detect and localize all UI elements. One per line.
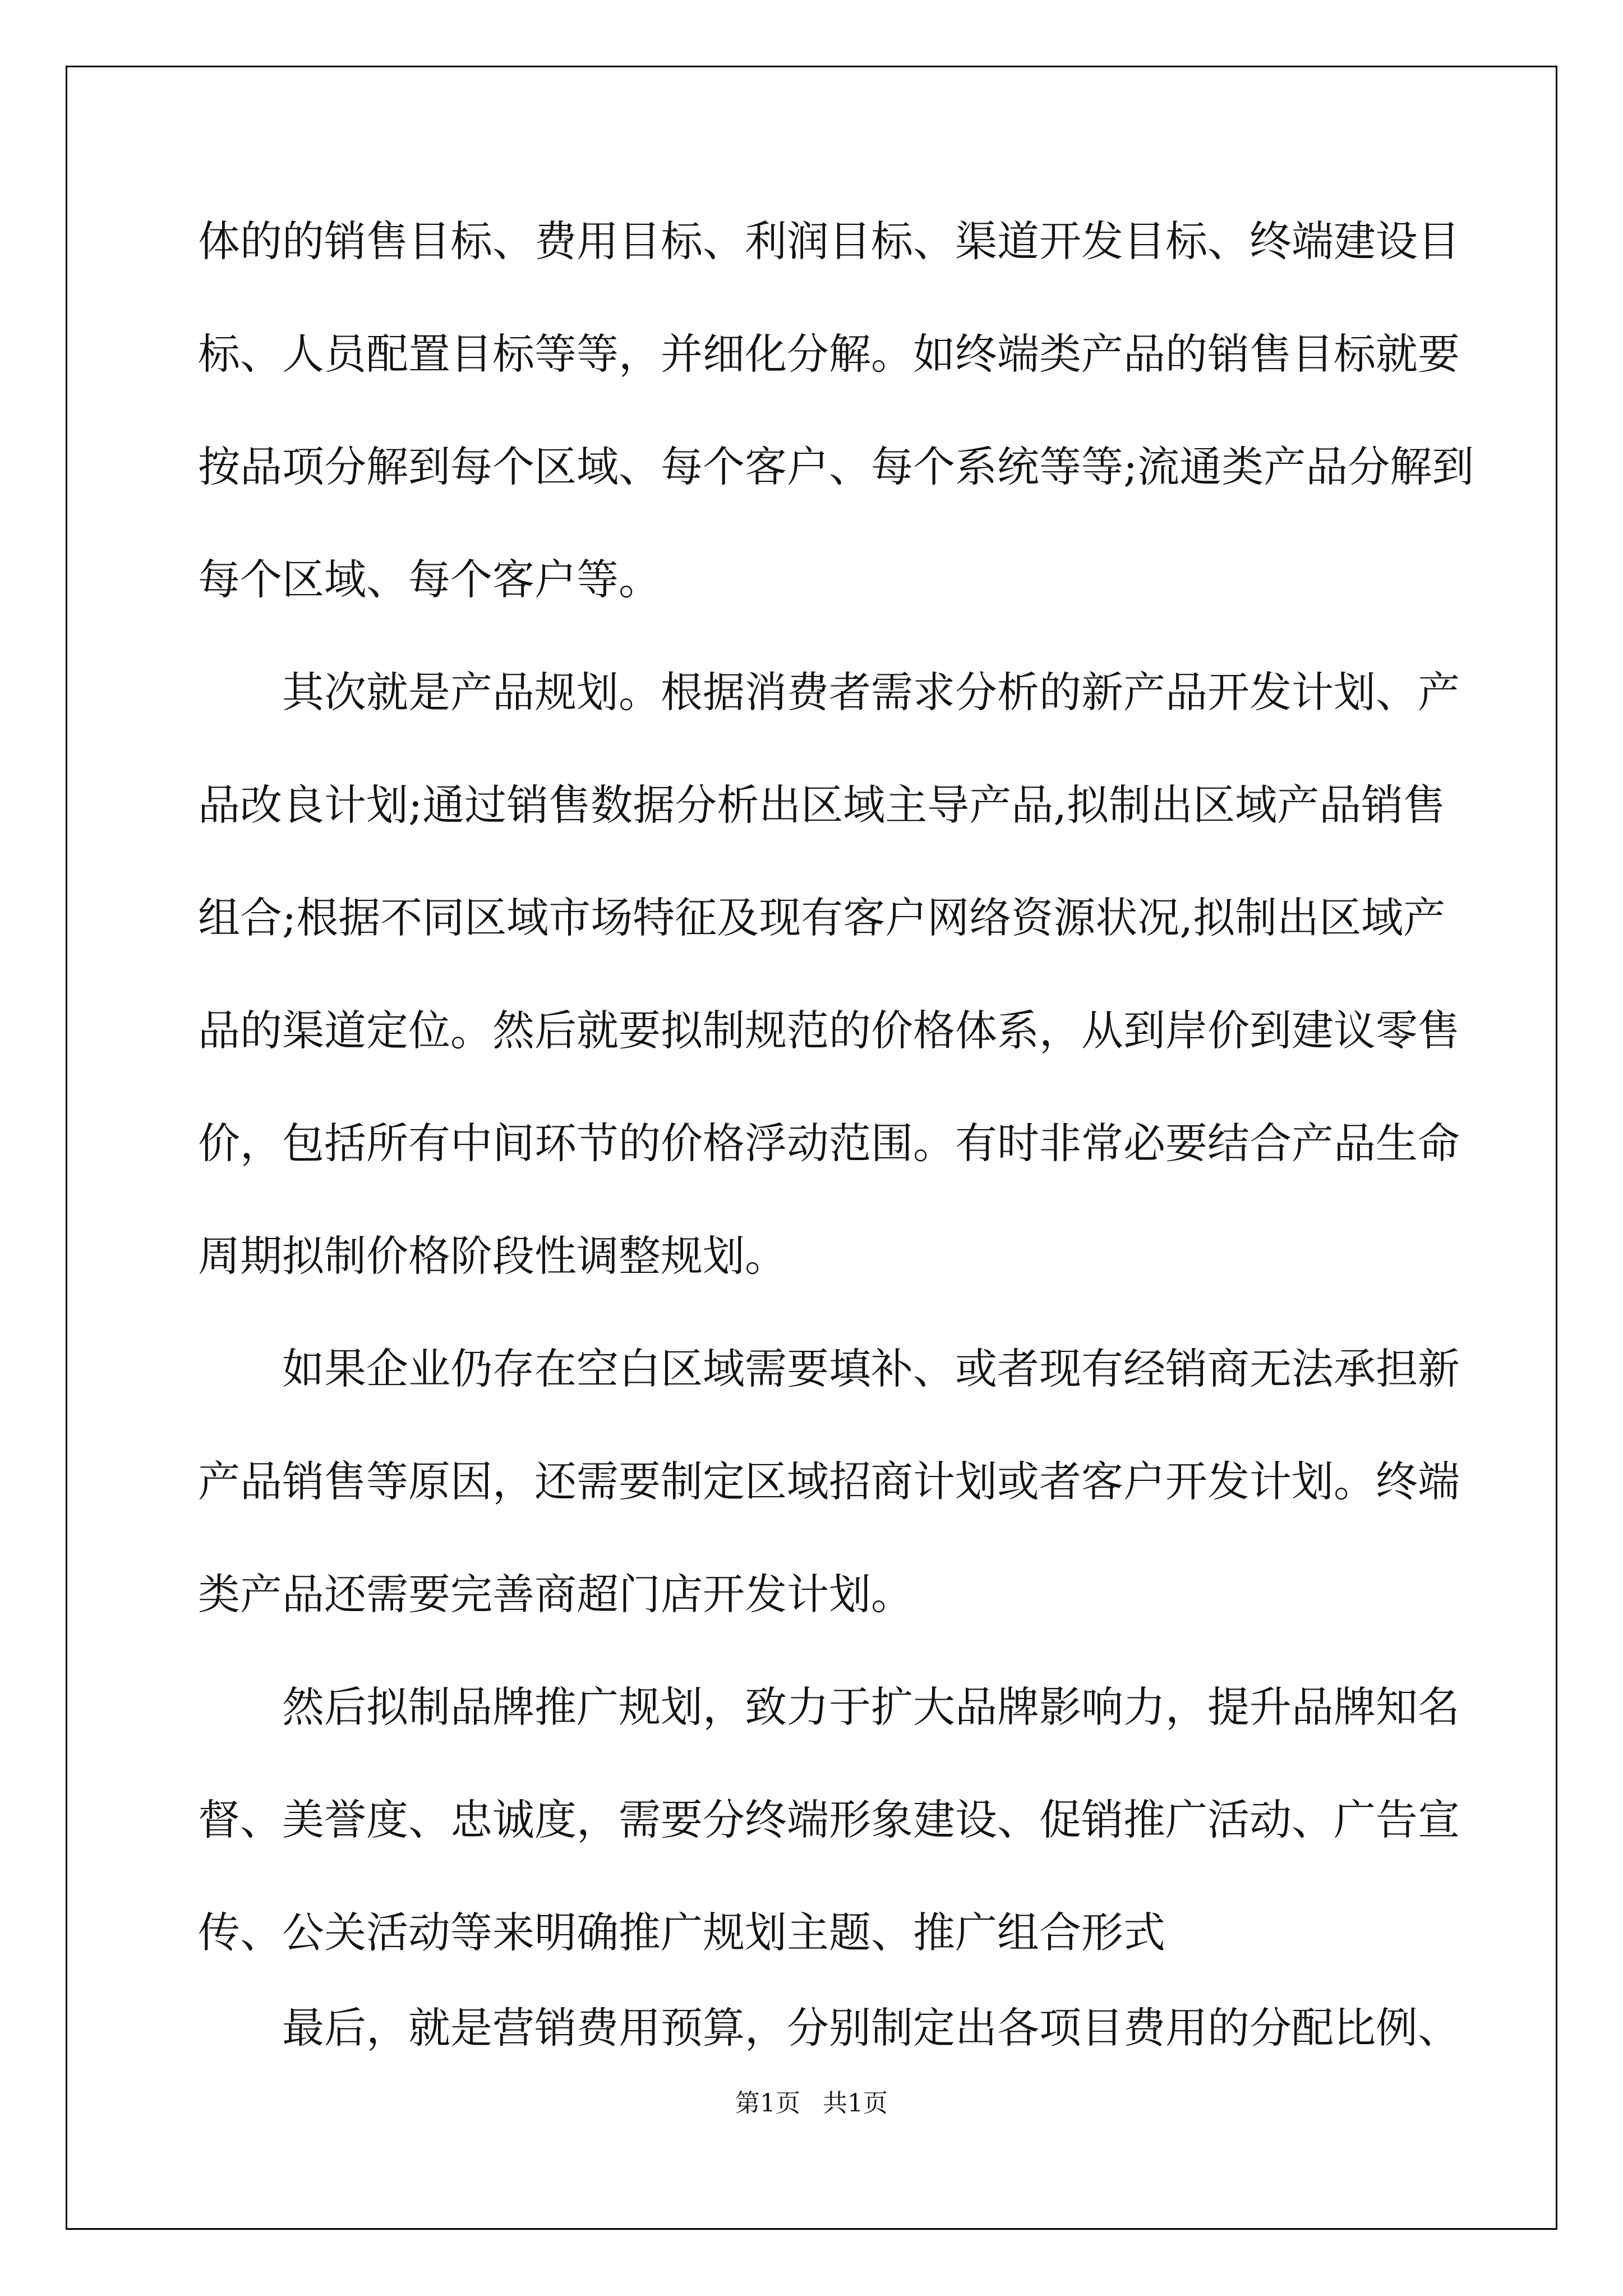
text-line: 价，包括所有中间环节的价格浮动范围。有时非常必要结合产品生命 (198, 1119, 1460, 1168)
page-footer (0, 2087, 1623, 2120)
text-line: 周期拟制价格阶段性调整规划。 (198, 1231, 787, 1281)
text-line: 其次就是产品规划。根据消费者需求分析的新产品开发计划、产 (282, 668, 1460, 717)
text-line: 类产品还需要完善商超门店开发计划。 (198, 1570, 914, 1619)
text-line: 品改良计划;通过销售数据分析出区域主导产品,拟制出区域产品销售 (198, 780, 1446, 830)
text-line: 督、美誉度、忠诚度，需要分终端形象建设、促销推广活动、广告宣 (198, 1795, 1460, 1844)
text-line: 体的的销售目标、费用目标、利润目标、渠道开发目标、终端建设目 (198, 217, 1460, 266)
text-line: 每个区域、每个客户等。 (198, 555, 661, 604)
text-line: 如果企业仍存在空白区域需要填补、或者现有经销商无法承担新 (282, 1344, 1460, 1393)
text-line: 最后，就是营销费用预算，分别制定出各项目费用的分配比例、 (282, 2003, 1460, 2053)
text-line: 按品项分解到每个区域、每个客户、每个系统等等;流通类产品分解到 (198, 442, 1474, 491)
page-number: 第1页 (735, 2089, 800, 2118)
text-line: 然后拟制品牌推广规划，致力于扩大品牌影响力，提升品牌知名 (282, 1682, 1460, 1732)
text-line: 品的渠道定位。然后就要拟制规范的价格体系，从到岸价到建议零售 (198, 1006, 1460, 1055)
text-line: 产品销售等原因，还需要制定区域招商计划或者客户开发计划。终端 (198, 1457, 1460, 1506)
text-line: 标、人员配置目标等等，并细化分解。如终端类产品的销售目标就要 (198, 329, 1460, 379)
page-total: 共1页 (823, 2089, 888, 2118)
text-line: 组合;根据不同区域市场特征及现有客户网络资源状况,拟制出区域产 (198, 893, 1446, 942)
text-line: 传、公关活动等来明确推广规划主题、推广组合形式 (198, 1908, 1166, 1957)
